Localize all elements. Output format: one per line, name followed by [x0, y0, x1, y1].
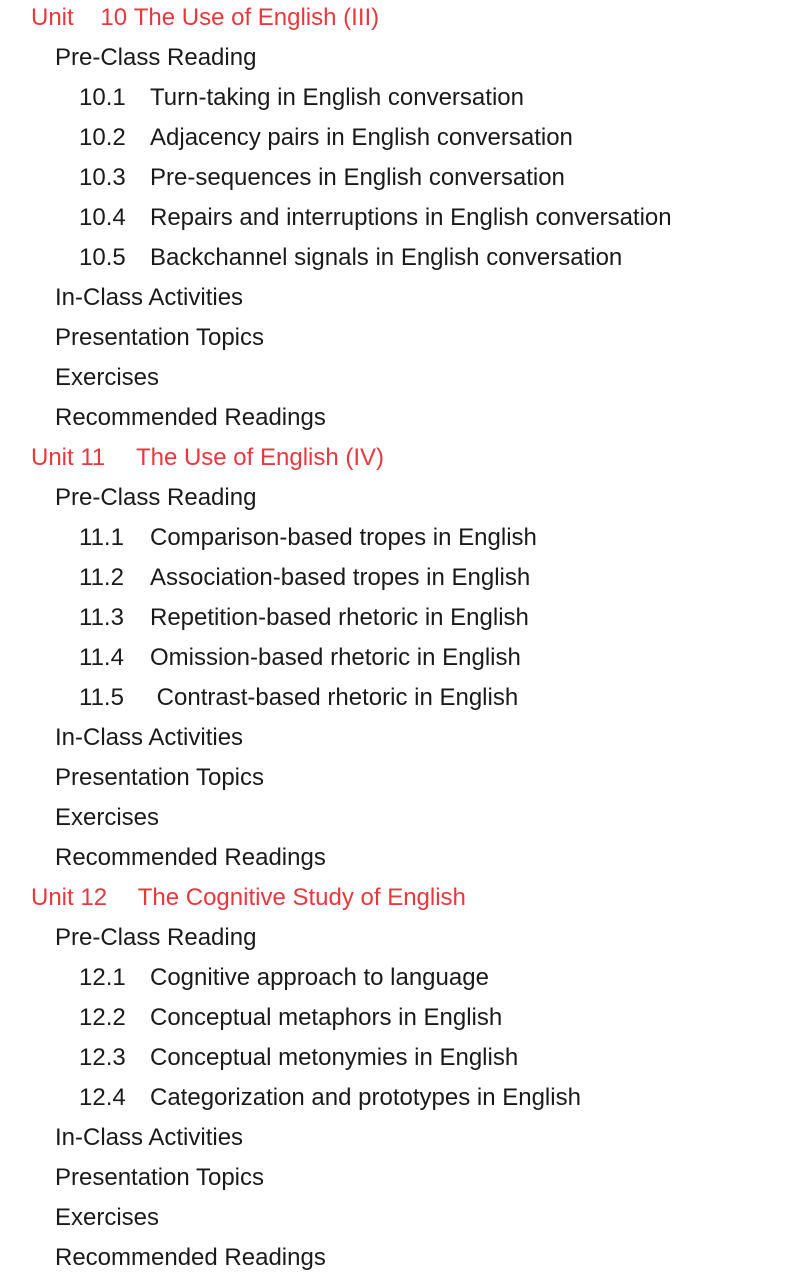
subsection-number: 10.4 — [79, 204, 126, 231]
toc-subsection[interactable] — [0, 640, 790, 680]
toc-subsection[interactable] — [0, 1000, 790, 1040]
toc-entry-presentation-topics[interactable]: Presentation Topics — [55, 1164, 265, 1191]
toc-entry-in-class-activities[interactable]: In-Class Activities — [55, 284, 244, 311]
toc-entry-exercises[interactable]: Exercises — [55, 364, 160, 391]
toc-subsection[interactable] — [0, 1080, 790, 1120]
toc-subsection[interactable] — [0, 600, 790, 640]
unit-title: The Cognitive Study of English — [137, 884, 466, 911]
toc-entry-in-class-activities[interactable]: In-Class Activities — [55, 1124, 244, 1151]
unit-heading-11[interactable] — [0, 440, 790, 480]
subsection-number: 12.1 — [79, 964, 126, 991]
toc-subsection[interactable] — [0, 120, 790, 160]
subsection-number: 12.3 — [79, 1044, 126, 1071]
toc-entry-presentation-topics[interactable]: Presentation Topics — [55, 324, 265, 351]
toc-subsection[interactable] — [0, 960, 790, 1000]
subsection-number: 10.2 — [79, 124, 126, 151]
subsection-number: 11.4 — [79, 644, 124, 671]
toc-subsection[interactable] — [0, 200, 790, 240]
subsection-title: Repairs and interruptions in English conversation — [150, 204, 672, 231]
toc-entry-recommended-readings[interactable]: Recommended Readings — [55, 404, 326, 431]
subsection-number: 11.1 — [79, 524, 124, 551]
unit-number: Unit 11 — [31, 444, 106, 471]
toc-subsection[interactable] — [0, 560, 790, 600]
toc-subsection[interactable] — [0, 80, 790, 120]
subsection-title: Turn-taking in English conversation — [150, 84, 524, 111]
toc-entry-presentation-topics[interactable]: Presentation Topics — [55, 764, 265, 791]
subsection-number: 11.5 — [79, 684, 124, 711]
toc-entry-exercises[interactable]: Exercises — [55, 1204, 160, 1231]
unit-title: The Use of English (III) — [133, 4, 380, 31]
subsection-number: 10.1 — [79, 84, 126, 111]
unit-number: Unit 12 — [31, 884, 108, 911]
unit-title: The Use of English (IV) — [135, 444, 385, 471]
toc-subsection[interactable] — [0, 520, 790, 560]
subsection-title: Omission-based rhetoric in English — [150, 644, 521, 671]
toc-entry-pre-class-reading[interactable]: Pre-Class Reading — [55, 44, 257, 71]
subsection-title: Backchannel signals in English conversation — [150, 244, 623, 271]
toc-entry-pre-class-reading[interactable]: Pre-Class Reading — [55, 484, 257, 511]
subsection-title: Association-based tropes in English — [150, 564, 531, 591]
toc-entry-exercises[interactable]: Exercises — [55, 804, 160, 831]
subsection-title: Comparison-based tropes in English — [150, 524, 537, 551]
toc-entry-in-class-activities[interactable]: In-Class Activities — [55, 724, 244, 751]
subsection-title: Categorization and prototypes in English — [150, 1084, 581, 1111]
unit-heading-12[interactable] — [0, 880, 790, 920]
toc-subsection[interactable] — [0, 240, 790, 280]
unit-number: Unit 10 — [31, 4, 128, 31]
subsection-number: 12.2 — [79, 1004, 126, 1031]
subsection-title: Conceptual metaphors in English — [150, 1004, 503, 1031]
subsection-number: 12.4 — [79, 1084, 126, 1111]
subsection-title: Repetition-based rhetoric in English — [150, 604, 529, 631]
toc-entry-recommended-readings[interactable]: Recommended Readings — [55, 1244, 326, 1271]
subsection-title: Adjacency pairs in English conversation — [150, 124, 573, 151]
toc-entry-recommended-readings[interactable]: Recommended Readings — [55, 844, 326, 871]
subsection-number: 11.3 — [79, 604, 124, 631]
unit-heading-10[interactable] — [0, 0, 790, 40]
subsection-title: Cognitive approach to language — [150, 964, 489, 991]
subsection-title: Conceptual metonymies in English — [150, 1044, 519, 1071]
subsection-number: 10.3 — [79, 164, 126, 191]
subsection-title: Contrast-based rhetoric in English — [150, 684, 519, 711]
toc-subsection[interactable] — [0, 160, 790, 200]
toc-subsection[interactable] — [0, 1040, 790, 1080]
toc-entry-pre-class-reading[interactable]: Pre-Class Reading — [55, 924, 257, 951]
subsection-number: 11.2 — [79, 564, 124, 591]
subsection-number: 10.5 — [79, 244, 126, 271]
subsection-title: Pre-sequences in English conversation — [150, 164, 565, 191]
toc-subsection[interactable] — [0, 680, 790, 720]
